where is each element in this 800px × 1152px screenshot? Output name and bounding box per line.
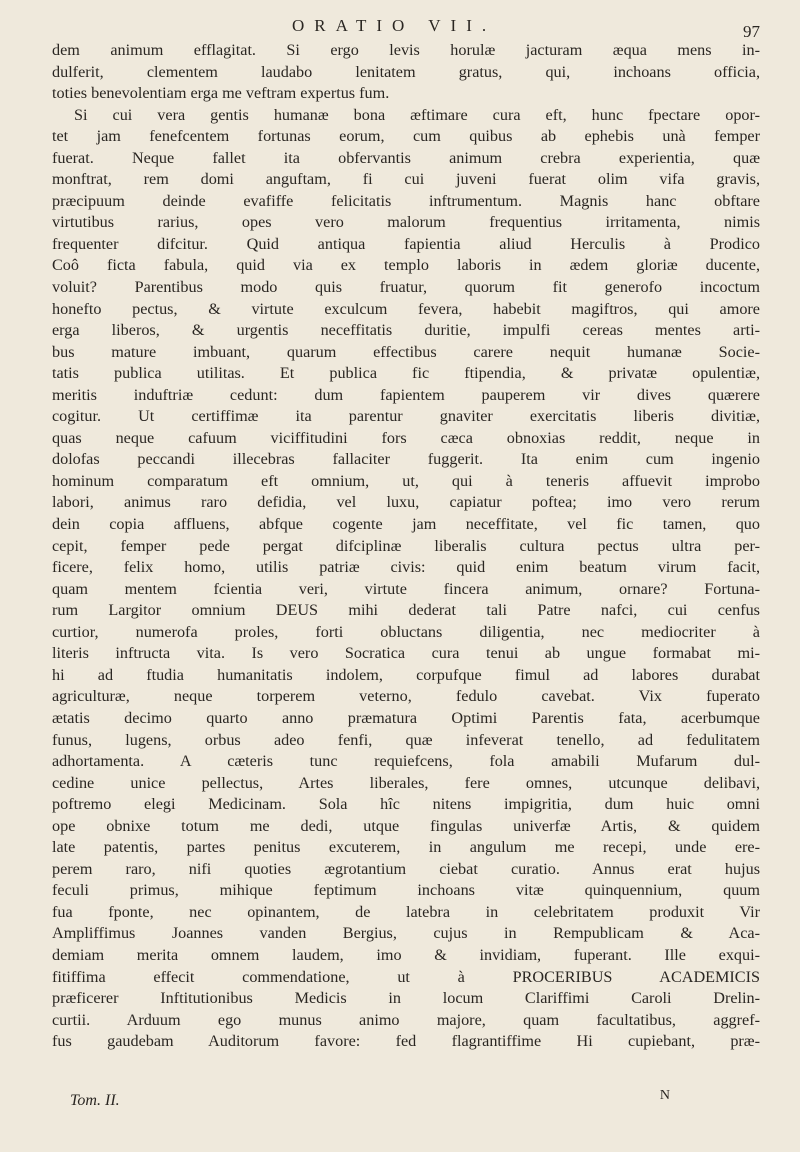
text-line: fus gaudebam Auditorum favore: fed flagrantiffime Hi cupiebant, præ-: [52, 1032, 760, 1051]
volume-label: Tom. II.: [70, 1092, 120, 1109]
text-line: poftremo elegi Medicinam. Sola hîc nitens impigritia, dum huic omni: [52, 795, 760, 814]
text-line: meritis induftriæ cedunt: dum fapientem pauperem vir dives quærere: [52, 385, 760, 404]
text-line: Coô ficta fabula, quid via ex templo laboris in ædem gloriæ ducente,: [52, 256, 760, 275]
text-line: erga liberos, & urgentis neceffitatis duritie, impulfi cereas mentes arti-: [52, 321, 760, 340]
text-line: hominum comparatum eft omnium, ut, qui à teneris affuevit improbo: [52, 471, 760, 490]
text-line: fuerat. Neque fallet ita obfervantis animum crebra experientia, quæ: [52, 148, 760, 167]
text-line: præcipuum deinde evafiffe felicitatis inftrumentum. Magnis hanc obftare: [52, 191, 760, 210]
text-line: ficere, felix homo, utilis patriæ civis: quid enim beatum virum facit,: [52, 558, 760, 577]
text-line: curtii. Arduum ego munus animo majore, quam facultatibus, aggref-: [52, 1010, 760, 1029]
running-title: ORATIO VII.: [292, 16, 497, 35]
text-line: dulferit, clementem laudabo lenitatem gratus, qui, inchoans officia,: [52, 62, 760, 81]
text-line: toties benevolentiam erga me veftram expertus fum.: [52, 84, 390, 103]
text-line: ope obnixe totum me dedi, utque fingulas univerfæ Artis, & quidem: [52, 816, 760, 835]
text-line: virtutibus rarius, opes vero malorum frequentius irritamenta, nimis: [52, 213, 760, 232]
text-line: fua fponte, nec opinantem, de latebra in celebritatem produxit Vir: [52, 902, 760, 921]
text-line: bus mature imbuant, quarum effectibus carere nequit humanæ Socie-: [52, 342, 760, 361]
text-line: honefto pectus, & virtute exculcum fevera, habebit magiftros, qui amore: [52, 299, 760, 318]
text-line: quam mentem fcientia veri, virtute fincera animum, ornare? Fortuna-: [52, 579, 760, 598]
text-line: fitiffima effecit commendatione, ut à PROCERIBUS ACADEMICIS: [52, 967, 760, 986]
text-line: agriculturæ, neque torperem veterno, fedulo cavebat. Vix fuperato: [52, 687, 760, 706]
text-line: ætatis decimo quarto anno præmatura Optimi Parentis fata, acerbumque: [52, 708, 760, 727]
text-line: adhortamenta. A cæteris tunc requiefcens, fola amabili Mufarum dul-: [52, 752, 760, 771]
text-line: tet jam fenefcentem fortunas eorum, cum quibus ab ephebis unà femper: [52, 127, 760, 146]
text-line: dein copia affluens, abfque cogente jam neceffitate, vel fic tamen, quo: [52, 515, 760, 534]
text-line: demiam merita omnem laudem, imo & invidiam, fuperant. Ille exqui-: [52, 945, 760, 964]
text-line: literis inftructa vita. Is vero Socratica cura tenui ab ungue formabat mi-: [52, 644, 760, 663]
text-line: monftrat, rem domi anguftam, fi cui juveni fuerat olim vifa gravis,: [52, 170, 760, 189]
text-line: cepit, femper pede pergat difciplinæ liberalis cultura pectus ultra per-: [52, 536, 760, 555]
text-line: curtior, numerofa proles, forti obluctans diligentia, nec mediocriter à: [52, 622, 760, 641]
page-number: 97: [743, 22, 760, 41]
text-line: perem raro, nifi quoties ægrotantium ciebat curatio. Annus erat hujus: [52, 859, 760, 878]
text-line: cedine unice pellectus, Artes liberales, fere omnes, utcunque delibavi,: [52, 773, 760, 792]
page-footer: [70, 1088, 760, 1116]
text-line: Ampliffimus Joannes vanden Bergius, cujus in Rempublicam & Aca-: [52, 924, 760, 943]
text-line: late patentis, partes penitus excuterem, in angulum me recepi, unde ere-: [52, 838, 760, 857]
text-line: tatis publica utilitas. Et publica fic ftipendia, & privatæ opulentiæ,: [52, 364, 760, 383]
text-line: præficerer Inftitutionibus Medicis in locum Clariffimi Caroli Drelin-: [52, 989, 760, 1008]
signature-mark: N: [659, 1088, 670, 1103]
text-line: dem animum efflagitat. Si ergo levis horulæ jacturam æqua mens in-: [52, 41, 760, 59]
text-line: frequenter difcitur. Quid antiqua fapientia aliud Herculis à Prodico: [52, 234, 760, 253]
text-line: funus, lugens, orbus adeo fenfi, quæ infeverat tenello, ad fedulitatem: [52, 730, 760, 749]
text-line: feculi primus, mihique feptimum inchoans vitæ quinquennium, quum: [52, 881, 760, 900]
body-text: [52, 40, 760, 1053]
text-line: dolofas peccandi illecebras fallaciter fuggerit. Ita enim cum ingenio: [52, 450, 760, 469]
text-line: hi ad ftudia humanitatis indolem, corpufque fimul ad labores durabat: [52, 665, 760, 684]
text-line: Si cui vera gentis humanæ bona æftimare cura eft, hunc fpectare opor-: [74, 105, 760, 124]
text-line: rum Largitor omnium DEUS mihi dederat tali Patre nafci, cui cenfus: [52, 601, 760, 620]
text-line: voluit? Parentibus modo quis fruatur, quorum fit generofo incoctum: [52, 278, 760, 297]
text-line: cogitur. Ut certiffimæ ita parentur gnaviter exercitatis liberis divitiæ,: [52, 407, 760, 426]
running-head: [52, 10, 760, 40]
text-line: quas neque cafuum viciffitudini fors cæca obnoxias reddit, neque in: [52, 428, 760, 447]
text-line: labori, animus raro defidia, vel luxu, capiatur poftea; imo vero rerum: [52, 493, 760, 512]
